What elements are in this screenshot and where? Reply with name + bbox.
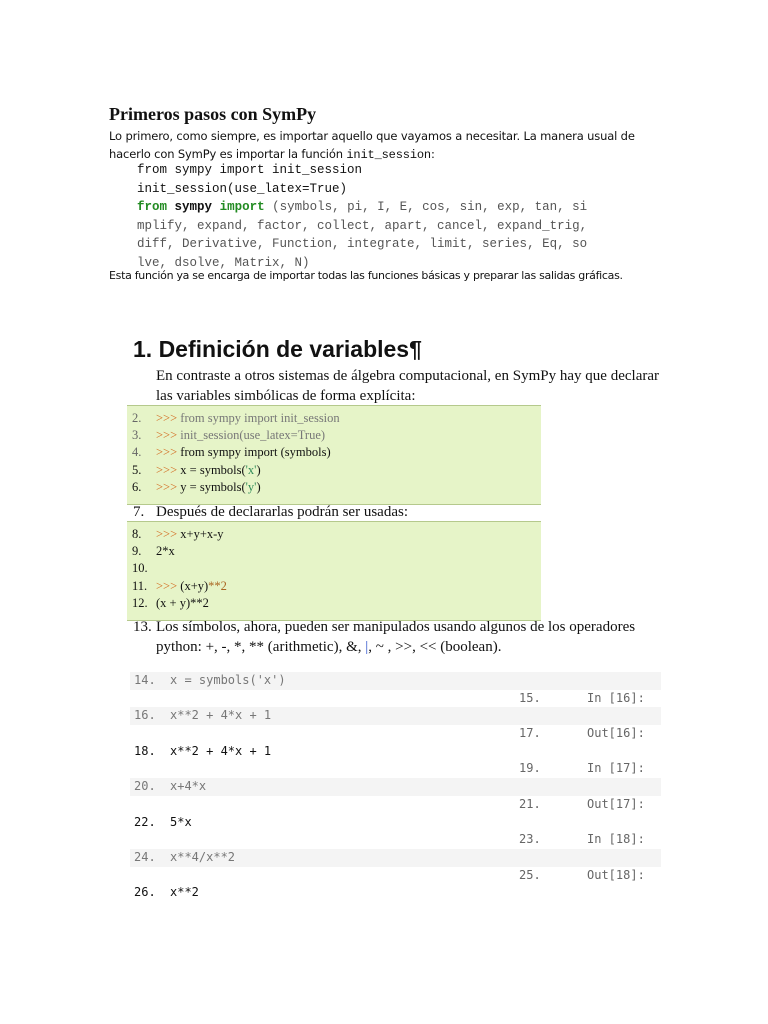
line-number: 17. [519,726,541,741]
line-number: 2. [132,411,142,425]
line-number: 5. [132,462,142,477]
cell-prompt: In [16]: [587,690,645,705]
code-line: diff, Derivative, Function, integrate, limit, series, Eq, so [137,237,588,251]
code-content: (x+y) [177,578,209,593]
line-number: 14. [134,673,156,687]
code-row [127,578,541,595]
power-operator: **2 [208,578,227,593]
cell-code: x+4*x [170,779,207,794]
notebook-prompt-row [130,867,661,885]
operators-text-end: , ~ , >>, << (boolean). [368,639,502,655]
string-literal: 'y' [245,479,257,494]
prompt-marker: >>> [156,527,178,541]
notebook-prompt-row [130,760,661,778]
line-number: 6. [132,479,142,494]
cell-code: x**2 + 4*x + 1 [170,743,272,758]
code-text [156,479,261,496]
code-text [156,543,175,560]
line-number: 23. [519,832,541,847]
code-content: from sympy import init_session [177,411,340,425]
code-module: sympy [174,200,213,214]
intro-after-text: Esta función ya se encarga de importar todas las funciones básicas y preparar las salidas gráficas. [109,269,623,282]
line-number: 4. [132,445,142,460]
cell-code: x**2 + 4*x + 1 [170,708,272,723]
code-line: mplify, expand, factor, collect, apart, cancel, expand_trig, [137,218,588,233]
code-line: lve, dsolve, Matrix, N) [137,255,310,270]
intro-text-before: Lo primero, como siempre, es importar aquello que vayamos a necesitar. La manera usual de hacerlo con SymPy es importar la función [109,129,635,161]
cell-code: 5*x [170,814,192,829]
prompt-marker: >>> [156,578,178,593]
code-content: init_session(use_latex=True) [177,428,326,443]
cell-code: x**4/x**2 [170,849,236,864]
code-row [127,462,541,479]
cell-prompt: Out[16]: [587,726,645,741]
cell-prompt: Out[17]: [587,796,645,811]
string-literal: 'x' [245,462,257,477]
intro-title: Primeros pasos con SymPy [109,104,317,124]
line-number: 12. [132,595,148,610]
line-number: 25. [519,867,541,882]
cell-prompt: In [17]: [587,761,645,776]
prompt-marker: >>> [156,445,178,460]
notebook-prompt-row [130,831,661,849]
code-row [127,479,541,496]
prompt-marker: >>> [156,428,178,443]
code-text [156,427,325,444]
code-content: 2*x [156,544,175,559]
code-text [156,410,340,427]
notebook-prompt-row [130,690,661,708]
intro-code-block [137,161,637,272]
line-number: 22. [134,814,156,829]
code-box-declarations [127,405,541,505]
line-number: 24. [134,849,156,864]
line-number: 11. [132,578,148,593]
list-number: 7. [133,504,145,520]
section-heading: 1. Definición de variables¶ [133,336,422,362]
cell-prompt: Out[18]: [587,867,645,882]
line-number: 3. [132,428,142,443]
line-number: 18. [134,743,156,758]
cell-prompt: In [18]: [587,832,645,847]
line-number: 26. [134,885,156,900]
code-content: ) [256,479,261,494]
code-row [127,560,541,577]
code-content: (x + y)**2 [156,595,209,610]
code-text [156,462,261,479]
code-keyword: from [137,200,168,214]
line-number: 21. [519,796,541,811]
notebook-input-row [130,849,661,867]
notebook-output-row [130,743,661,761]
code-line: init_session(use_latex=True) [137,181,348,196]
list-text [156,617,659,657]
line-number: 20. [134,779,156,794]
prompt-marker: >>> [156,479,178,494]
code-text [156,595,209,612]
operators-text: Los símbolos, ahora, pueden ser manipulados usando algunos de los operadores python: +, -, *, ** (arithmetic), &, [156,619,636,655]
code-row [127,410,541,427]
line-number: 15. [519,690,541,705]
code-row [127,427,541,444]
notebook-input-row [130,672,661,690]
notebook-output-row [130,814,661,832]
code-text [156,526,224,543]
pipe-operator: | [365,639,369,655]
notebook-input-row [130,778,661,796]
notebook-prompt-row [130,796,661,814]
prompt-marker: >>> [156,462,178,477]
line-number: 8. [132,527,142,541]
code-row [127,526,541,543]
intro-inline-code: init_session [346,148,431,162]
code-content: y = symbols( [177,479,246,494]
section-paragraph: En contraste a otros sistemas de álgebra computacional, en SymPy hay que declarar las variables simbólicas de forma explícita: [156,368,659,404]
notebook-prompt-row [130,725,661,743]
code-text [156,444,331,461]
code-box-usage [127,521,541,621]
intro-text [109,127,659,164]
code-row [127,543,541,560]
code-content: from sympy import (symbols) [177,445,331,460]
notebook-input-row [130,707,661,725]
list-number: 13. [133,619,152,635]
code-content: ) [256,462,261,477]
code-row [127,444,541,461]
line-number: 9. [132,544,142,559]
line-number: 16. [134,708,156,723]
line-number: 10. [132,561,148,576]
cell-code: x**2 [170,885,199,900]
line-number: 19. [519,761,541,776]
cell-code: x = symbols('x') [170,673,286,687]
notebook-output-row [130,884,661,902]
list-text: Después de declararlas podrán ser usadas: [156,504,408,520]
code-line: (symbols, pi, I, E, cos, sin, exp, tan, si [264,200,588,214]
prompt-marker: >>> [156,411,178,425]
notebook-transcript [130,672,661,902]
code-line: from sympy import init_session [137,163,363,177]
code-content: x = symbols( [177,462,246,477]
intro-text-after: : [430,147,435,161]
code-row [127,595,541,612]
code-keyword: import [219,200,265,214]
code-text [156,578,227,595]
code-content: x+y+x-y [177,527,224,541]
